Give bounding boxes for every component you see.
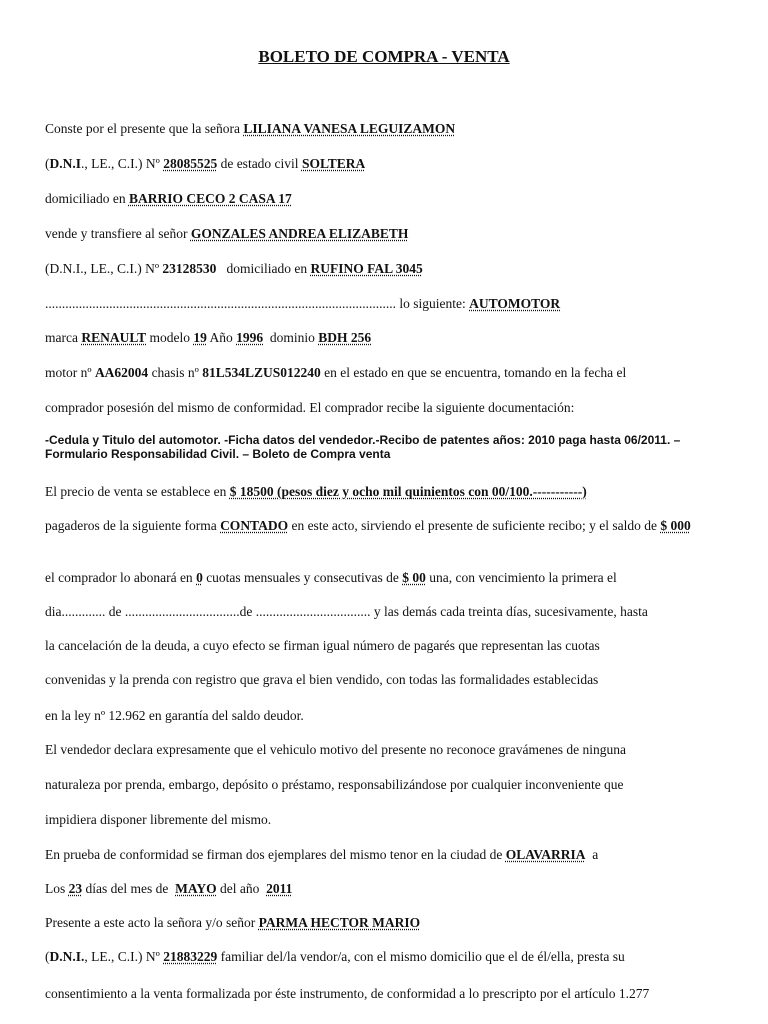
day: 23 (68, 881, 83, 896)
chassis-number: 81L534LZUS012240 (202, 365, 321, 380)
seller-dni: 28085525 (163, 156, 218, 171)
buyer-address: RUFINO FAL 3045 (310, 261, 423, 276)
engine-line (45, 364, 728, 381)
date-line (45, 880, 728, 897)
witness-id-line (45, 948, 728, 965)
vehicle-plate: BDH 256 (318, 330, 372, 345)
text: chasis nº (148, 365, 203, 380)
text: ( (45, 949, 50, 964)
clause-line: la cancelación de la deuda, a cuyo efecto se firman igual número de pagarés que representan las cuotas (45, 638, 600, 653)
seller-declaration: El vendedor declara expresamente que el vehiculo motivo del presente no reconoce gravámenes de ninguna (45, 742, 627, 757)
seller-declaration: naturaleza por prenda, embargo, depósito o préstamo, responsabilizándose por cualquier inconveniente que (45, 777, 624, 792)
clause-line: en la ley nº 12.962 en garantía del saldo deudor. (45, 708, 304, 723)
text: días del mes de (82, 881, 176, 896)
text: el comprador lo abonará en (45, 570, 197, 585)
installment-count: 0 (196, 570, 203, 585)
sale-price: $ 18500 (pesos diez y ocho mil quinientos con 00/100.-----------) (229, 484, 587, 499)
text: Los (45, 881, 69, 896)
seller-declaration: impidiera disponer libremente del mismo. (45, 812, 272, 827)
vehicle-brand: RENAULT (81, 330, 147, 345)
text: cuotas mensuales y consecutivas de (202, 570, 403, 585)
text: domiciliado en (45, 191, 129, 206)
vehicle-year: 1996 (236, 330, 264, 345)
dni-label: D.N.I. (49, 949, 85, 964)
text: vende y transfiere al señor (45, 226, 191, 241)
text: del año (216, 881, 267, 896)
text: en el estado en que se encuentra, tomando en la fecha el (320, 365, 627, 380)
text: Año (206, 330, 237, 345)
text: a (585, 847, 599, 862)
text: (D.N.I., LE., C.I.) Nº (45, 261, 163, 276)
seller-civil-status: SOLTERA (301, 156, 366, 171)
object-line (45, 295, 728, 312)
month: MAYO (175, 881, 217, 896)
witness-name: PARMA HECTOR MARIO (258, 915, 421, 930)
vehicle-model: 19 (193, 330, 207, 345)
text: modelo (146, 330, 194, 345)
buyer-name: GONZALES ANDREA ELIZABETH (190, 226, 409, 241)
city: OLAVARRIA (505, 847, 586, 862)
text: marca (45, 330, 82, 345)
buyer-dni: 23128530 (162, 261, 217, 276)
sale-object: AUTOMOTOR (469, 296, 561, 311)
balance-amount: $ 000 (660, 518, 691, 533)
text: En prueba de conformidad se firman dos ejemplares del mismo tenor en la ciudad de (45, 847, 506, 862)
payment-form: CONTADO (220, 518, 289, 533)
text: en este acto, sirviendo el presente de suficiente recibo; y el saldo de (288, 518, 661, 533)
seller-id-line (45, 155, 728, 172)
installment-amount: $ 00 (402, 570, 426, 585)
dotted-blank: ........................................................................................................ lo siguiente: (45, 296, 470, 311)
seller-name: LILIANA VANESA LEGUIZAMON (243, 121, 456, 136)
city-line (45, 846, 728, 863)
text: , LE., C.I.) Nº (84, 949, 164, 964)
text: Presente a este acto la señora y/o señor (45, 915, 259, 930)
consent-line: consentimiento a la venta formalizada por éste instrumento, de conformidad a lo prescripto por el artículo 1.277 (45, 986, 650, 1001)
documentation-intro: comprador posesión del mismo de conformidad. El comprador recibe la siguiente documentación: (45, 400, 575, 415)
buyer-line (45, 225, 728, 242)
due-date-line: dia............. de ..................................de .................................. y las demás cada treinta días, sucesivamente, hasta (45, 604, 648, 619)
text: de estado civil (217, 156, 302, 171)
installments-line (45, 569, 728, 586)
vehicle-line (45, 329, 728, 346)
text: motor nº (45, 365, 95, 380)
text: dominio (263, 330, 319, 345)
seller-line (45, 120, 728, 137)
witness-dni: 21883229 (163, 949, 218, 964)
text: ( (45, 156, 50, 171)
documentation-list: -Cedula y Titulo del automotor. -Ficha datos del vendedor.-Recibo de patentes años: 2010 paga hasta 06/2011. – Formulario Responsabilidad Civil. – Boleto de Compra venta (45, 433, 681, 461)
document-title: BOLETO DE COMPRA - VENTA (258, 47, 510, 66)
clause-line: convenidas y la prenda con registro que grava el bien vendido, con todas las formalidades establecidas (45, 672, 599, 687)
text: familiar del/la vendor/a, con el mismo domicilio que el de él/ella, presta su (217, 949, 625, 964)
text: Conste por el presente que la señora (45, 121, 244, 136)
buyer-id-line (45, 260, 728, 277)
text: pagaderos de la siguiente forma (45, 518, 221, 533)
text: una, con vencimiento la primera el (425, 570, 617, 585)
witness-line (45, 914, 728, 931)
dni-label: D.N.I (49, 156, 82, 171)
seller-address-line (45, 190, 728, 207)
payment-form-line (45, 517, 728, 534)
text: El precio de venta se establece en (45, 484, 230, 499)
text: domiciliado en (216, 261, 311, 276)
price-line (45, 483, 728, 500)
year: 2011 (266, 881, 293, 896)
engine-number: AA62004 (94, 365, 149, 380)
text: ., LE., C.I.) Nº (81, 156, 164, 171)
seller-address: BARRIO CECO 2 CASA 17 (128, 191, 292, 206)
